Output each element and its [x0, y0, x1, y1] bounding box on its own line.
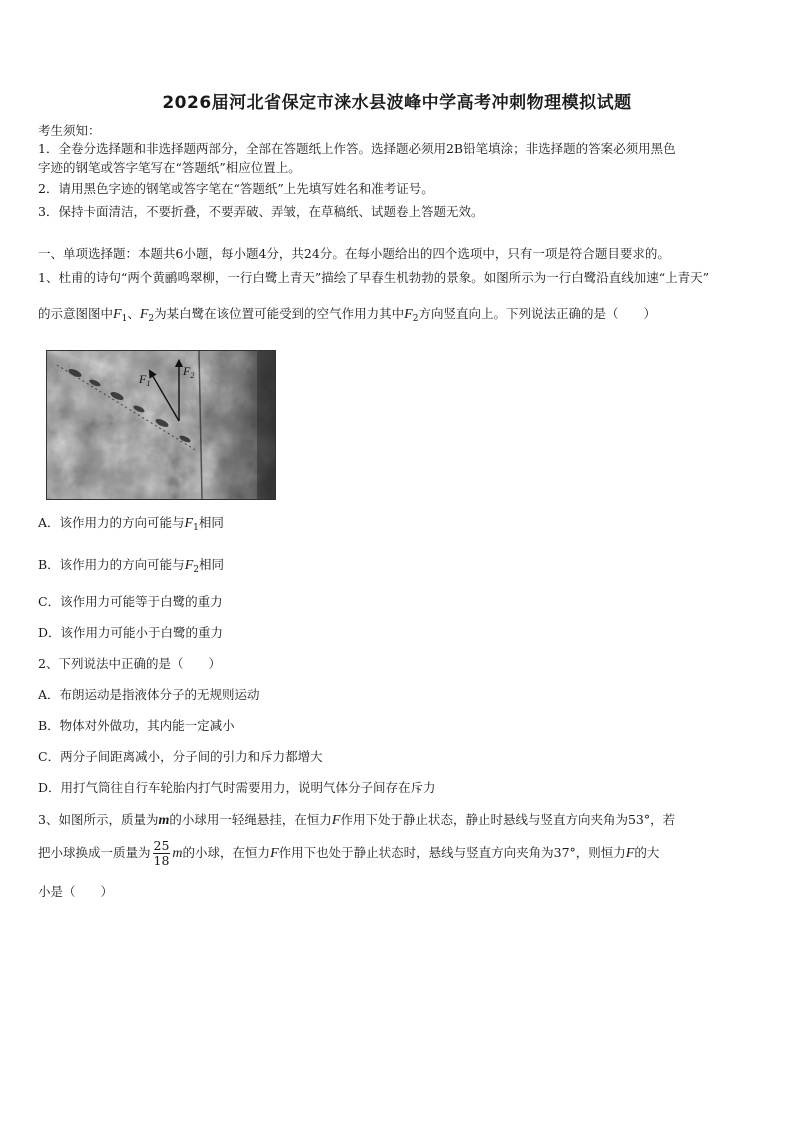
- q3-text-e: 的小球，在恒力: [182, 845, 271, 860]
- var-m: m: [172, 846, 183, 861]
- q3-text-f: 作用下也处于静止状态时，悬线与竖直方向夹角为37°，则恒力: [278, 845, 626, 860]
- q2-option-a: A．布朗运动是指液体分子的无规则运动: [38, 687, 260, 702]
- q2-stem: 2、下列说法中正确的是（ ）: [38, 656, 221, 671]
- q3-text-b: 的小球用一轻绳悬挂，在恒力: [169, 812, 332, 827]
- q3-text-g: 的大: [634, 845, 660, 860]
- section-heading: 一、单项选择题：本题共6小题，每小题4分，共24分。在每小题给出的四个选项中，只有一项是符合题目要求的。: [38, 246, 670, 261]
- q2-option-b: B．物体对外做功，其内能一定减小: [38, 718, 235, 733]
- q2-option-c: C．两分子间距离减小，分子间的引力和斥力都增大: [38, 749, 323, 764]
- notice-item-3: 3．保持卡面清洁，不要折叠，不要弄破、弄皱，在草稿纸、试题卷上答题无效。: [38, 204, 484, 219]
- figure-label-f2: $F_2$: [183, 364, 195, 380]
- egret-figure: [47, 351, 275, 499]
- egret-photo: [46, 350, 276, 500]
- sub-1: 1: [193, 523, 199, 533]
- var-f: F: [184, 516, 194, 531]
- sub-2: 2: [193, 565, 199, 575]
- q1-option-a: [38, 515, 224, 536]
- sub-2: 2: [148, 314, 155, 324]
- notice-item-1-cont: 字迹的钢笔或答字笔写在“答题纸”相应位置上。: [38, 160, 301, 175]
- q3-stem-line1: [38, 812, 675, 829]
- var-f: F: [331, 813, 341, 828]
- mass-fraction: [153, 839, 171, 868]
- notice-heading: 考生须知：: [38, 123, 101, 138]
- fraction-denominator: 18: [153, 853, 170, 868]
- q3-text-c: 作用下处于静止状态，静止时悬线与竖直方向夹角为53°，若: [340, 812, 676, 827]
- q3-text-d: 把小球换成一质量为: [38, 845, 151, 860]
- var-f: F: [404, 307, 413, 322]
- q1-text-b: 为某白鹭在该位置可能受到的空气作用力其中: [154, 306, 405, 321]
- var-f: F: [625, 846, 635, 861]
- q3-stem-line3: 小是（ ）: [38, 884, 114, 899]
- q1-stem-line1: 1、杜甫的诗句“两个黄鹂鸣翠柳，一行白鹭上青天”描绘了早春生机勃勃的景象。如图所示为一行白鹭沿直线加速“上青天”: [38, 270, 710, 285]
- q1-option-c: C．该作用力可能等于白鹭的重力: [38, 594, 223, 609]
- q1-stem-line2: [38, 306, 656, 327]
- q1-text-a: 的示意图图中: [38, 306, 114, 321]
- var-f: F: [113, 307, 122, 322]
- sub-1: 1: [121, 314, 128, 324]
- notice-item-1: 1．全卷分选择题和非选择题两部分，全部在答题纸上作答。选择题必须用2B铅笔填涂；非选择题的答案必须用黑色: [38, 141, 676, 156]
- notice-item-2: 2．请用黑色字迹的钢笔或答字笔在“答题纸”上先填写姓名和准考证号。: [38, 181, 434, 196]
- q3-stem-line2: [38, 838, 659, 869]
- var-f: F: [184, 558, 194, 573]
- q1-option-d: D．该作用力可能小于白鹭的重力: [38, 625, 224, 640]
- var-m: m: [158, 813, 170, 828]
- page-title: 2026届河北省保定市涞水县波峰中学高考冲刺物理模拟试题: [162, 93, 632, 113]
- q1-option-a-text: A．该作用力的方向可能与: [38, 515, 185, 530]
- q2-option-d: D．用打气筒往自行车轮胎内打气时需要用力，说明气体分子间存在斥力: [38, 780, 436, 795]
- q1-option-b-end: 相同: [198, 557, 224, 572]
- var-f: F: [270, 846, 279, 861]
- q1-option-a-end: 相同: [198, 515, 224, 530]
- sub-2: 2: [412, 314, 419, 324]
- separator: 、: [127, 306, 140, 321]
- q1-option-b: [38, 557, 224, 578]
- q3-text-a: 3、如图所示，质量为: [38, 812, 159, 827]
- fraction-numerator: 25: [153, 838, 170, 853]
- figure-label-f1: $F_1$: [139, 372, 151, 388]
- var-f: F: [139, 307, 149, 322]
- q1-option-b-text: B．该作用力的方向可能与: [38, 557, 185, 572]
- q1-text-c: 方向竖直向上。下列说法正确的是（ ）: [418, 306, 656, 321]
